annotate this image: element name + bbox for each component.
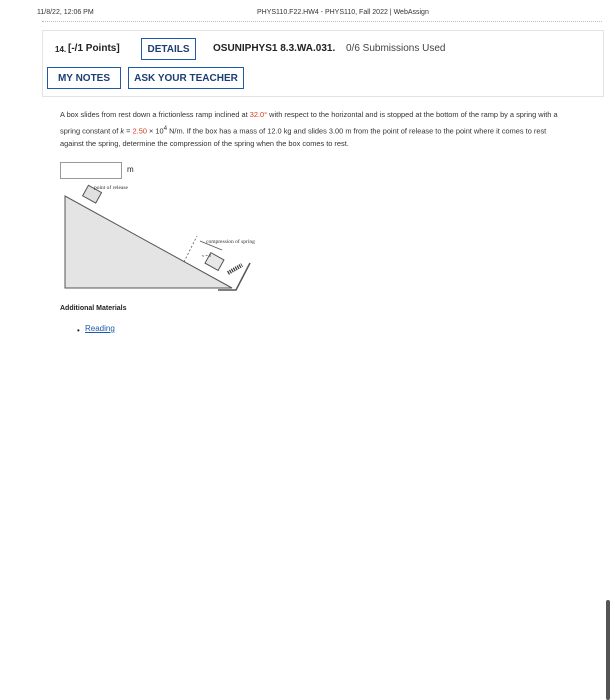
my-notes-button[interactable]: MY NOTES xyxy=(47,67,121,89)
spring-constant-symbol: k xyxy=(120,125,125,135)
dashed-guide-left xyxy=(184,236,197,262)
problem-text-part: A box slides from rest down a frictionless ramp inclined at xyxy=(60,110,250,119)
question-number: 14. xyxy=(55,45,67,54)
ramp-figure xyxy=(60,180,290,295)
release-label: point of release xyxy=(94,185,128,191)
reading-link[interactable]: Reading xyxy=(85,324,115,333)
question-points: [-/1 Points] xyxy=(68,43,120,54)
details-button[interactable]: DETAILS xyxy=(141,38,196,60)
angle-value: 32.0° xyxy=(249,110,268,119)
question-code: OSUNIPHYS1 8.3.WA.031. xyxy=(213,43,336,54)
divider xyxy=(42,21,602,22)
submissions-used: 0/6 Submissions Used xyxy=(346,43,446,54)
equals-sign: = xyxy=(124,125,133,135)
scrollbar-thumb[interactable] xyxy=(606,600,610,700)
spring-coil xyxy=(228,265,242,273)
times-ten: × 10 xyxy=(146,125,164,135)
print-header xyxy=(0,6,615,22)
spring-constant-unit: N/m xyxy=(167,125,183,135)
problem-text-part: . If the box has a mass of 12.0 kg and slides 3.00 m from the point of release to the point where it comes to rest against the spring, determine the compression of the spring when the box comes to rest. xyxy=(60,125,547,149)
compression-label: compression of spring xyxy=(206,239,255,245)
answer-unit: m xyxy=(127,165,134,174)
print-date: 11/8/22, 12:06 PM xyxy=(37,9,94,16)
ask-teacher-button[interactable]: ASK YOUR TEACHER xyxy=(128,67,244,89)
problem-text xyxy=(60,108,560,151)
question-header-card xyxy=(42,30,604,97)
answer-input[interactable] xyxy=(60,162,122,179)
problem-text-part: with respect to the horizontal and is stopped at the bottom of the ramp by a spring with a spring constant of xyxy=(60,110,558,135)
spring-constant-mantissa: 2.50 xyxy=(132,125,147,135)
spring-constant-exponent: 4 xyxy=(163,124,168,132)
additional-materials-heading: Additional Materials xyxy=(60,305,127,312)
velocity-label: v = 0 xyxy=(202,253,212,258)
bullet: • xyxy=(77,326,80,335)
print-page-title: PHYS110.F22.HW4 - PHYS110, Fall 2022 | WebAssign xyxy=(257,9,429,16)
